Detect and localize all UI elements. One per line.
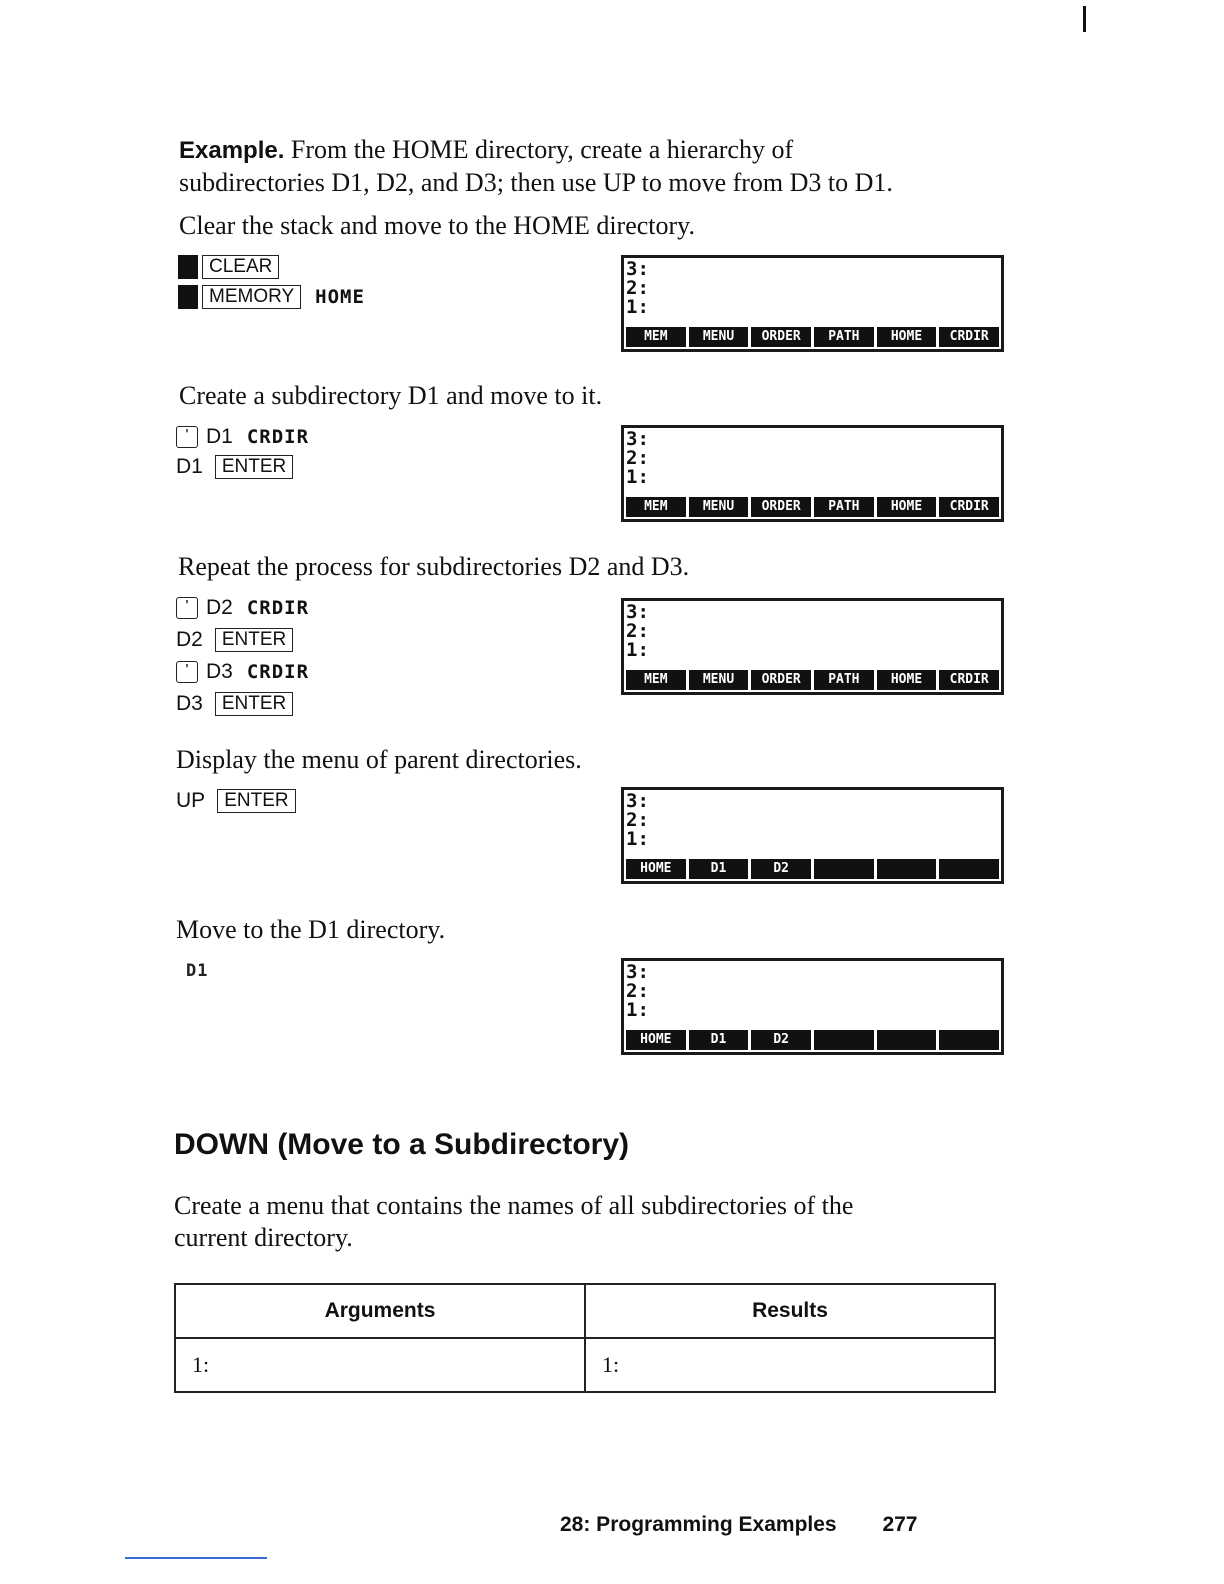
menu-key[interactable]: MEM <box>626 497 686 517</box>
calculator-display <box>621 598 1004 695</box>
menu-key[interactable]: MENU <box>689 670 749 690</box>
menu-key[interactable]: HOME <box>877 497 937 517</box>
command-label: HOME <box>315 286 365 308</box>
key-row <box>176 786 296 816</box>
stack-levels: 3: 2: 1: <box>626 258 649 318</box>
menu-key[interactable]: D1 <box>689 1030 749 1050</box>
enter-key[interactable]: ENTER <box>215 455 293 479</box>
step-4-keys <box>176 786 296 816</box>
menu-key[interactable]: D2 <box>751 1030 811 1050</box>
menu-key[interactable]: ORDER <box>751 497 811 517</box>
enter-key[interactable]: ENTER <box>215 628 293 652</box>
clear-key[interactable]: CLEAR <box>202 255 279 279</box>
section-description <box>174 1190 853 1254</box>
key-row <box>176 592 309 624</box>
menu-key[interactable]: MENU <box>689 497 749 517</box>
table-header-row <box>175 1284 995 1338</box>
key-row <box>176 656 309 688</box>
menu-key[interactable] <box>814 859 874 879</box>
menu-key[interactable] <box>877 859 937 879</box>
key-word: D3 <box>206 660 233 683</box>
enter-key[interactable]: ENTER <box>217 789 295 813</box>
key-row <box>176 422 309 452</box>
menu-bar <box>626 497 999 517</box>
step-5-keys <box>186 956 208 986</box>
memory-key[interactable]: MEMORY <box>202 285 301 309</box>
key-row <box>176 452 309 482</box>
quote-key[interactable]: ' <box>176 597 198 619</box>
stack-levels: 3: 2: 1: <box>626 790 649 850</box>
results-header: Results <box>585 1284 995 1338</box>
calculator-display <box>621 958 1004 1055</box>
margin-mark <box>1083 6 1086 32</box>
key-row <box>176 624 309 656</box>
menu-bar <box>626 859 999 879</box>
bottom-rule <box>125 1557 267 1559</box>
results-cell: 1: <box>585 1338 995 1392</box>
menu-key[interactable]: MENU <box>689 327 749 347</box>
example-line-2: subdirectories D1, D2, and D3; then use UP to move from D3 to D1. <box>179 168 893 197</box>
shift-key-icon <box>178 285 198 309</box>
key-word: D1 <box>176 455 203 478</box>
menu-key[interactable]: HOME <box>626 1030 686 1050</box>
step-3-text: Repeat the process for subdirectories D2 and D3. <box>178 552 690 581</box>
key-word: D2 <box>176 628 203 651</box>
menu-key[interactable]: CRDIR <box>939 670 999 690</box>
menu-key[interactable]: MEM <box>626 327 686 347</box>
menu-key[interactable]: D1 <box>689 859 749 879</box>
key-row <box>178 282 365 312</box>
description-line-2: current directory. <box>174 1223 353 1252</box>
arguments-results-table <box>174 1283 996 1393</box>
menu-bar <box>626 1030 999 1050</box>
enter-key[interactable]: ENTER <box>215 692 293 716</box>
menu-key[interactable]: PATH <box>814 497 874 517</box>
key-row <box>186 956 208 986</box>
menu-key[interactable] <box>939 859 999 879</box>
menu-key[interactable] <box>939 1030 999 1050</box>
calculator-display <box>621 425 1004 522</box>
calculator-display <box>621 255 1004 352</box>
menu-key[interactable]: CRDIR <box>939 327 999 347</box>
key-row <box>176 688 309 720</box>
key-row <box>178 252 365 282</box>
key-word: D1 <box>206 425 233 448</box>
menu-key[interactable] <box>814 1030 874 1050</box>
step-1-text: Clear the stack and move to the HOME directory. <box>179 211 695 240</box>
footer <box>560 1513 918 1537</box>
section-heading: DOWN (Move to a Subdirectory) <box>174 1128 630 1161</box>
page-number: 277 <box>882 1513 918 1536</box>
step-5-text: Move to the D1 directory. <box>176 915 446 944</box>
command-label: CRDIR <box>246 426 310 448</box>
key-word: D2 <box>206 596 233 619</box>
menu-key[interactable]: D2 <box>751 859 811 879</box>
step-1-keys <box>178 252 365 312</box>
stack-levels: 3: 2: 1: <box>626 428 649 488</box>
example-line-1: From the HOME directory, create a hierarchy of <box>290 135 794 164</box>
stack-levels: 3: 2: 1: <box>626 601 649 661</box>
chapter-title: 28: Programming Examples <box>560 1513 837 1536</box>
key-word: UP <box>176 789 206 812</box>
menu-key[interactable]: HOME <box>877 327 937 347</box>
d1-menu-key[interactable]: D1 <box>186 961 209 981</box>
menu-key[interactable]: HOME <box>877 670 937 690</box>
menu-key[interactable]: ORDER <box>751 327 811 347</box>
stack-levels: 3: 2: 1: <box>626 961 649 1021</box>
menu-key[interactable]: CRDIR <box>939 497 999 517</box>
menu-key[interactable]: MEM <box>626 670 686 690</box>
step-4-text: Display the menu of parent directories. <box>176 745 582 774</box>
step-2-keys <box>176 422 309 482</box>
calculator-display <box>621 787 1004 884</box>
menu-key[interactable]: ORDER <box>751 670 811 690</box>
example-label: Example. <box>179 137 285 164</box>
menu-key[interactable]: PATH <box>814 670 874 690</box>
arguments-header: Arguments <box>175 1284 585 1338</box>
quote-key[interactable]: ' <box>176 426 198 448</box>
arguments-cell: 1: <box>175 1338 585 1392</box>
shift-key-icon <box>178 255 198 279</box>
table-row <box>175 1338 995 1392</box>
menu-bar <box>626 327 999 347</box>
quote-key[interactable]: ' <box>176 661 198 683</box>
example-paragraph <box>179 134 893 199</box>
menu-key[interactable]: HOME <box>626 859 686 879</box>
description-line-1: Create a menu that contains the names of all subdirectories of the <box>174 1191 854 1220</box>
step-3-keys <box>176 592 309 720</box>
menu-bar <box>626 670 999 690</box>
step-2-text: Create a subdirectory D1 and move to it. <box>179 381 603 410</box>
menu-key[interactable] <box>877 1030 937 1050</box>
menu-key[interactable]: PATH <box>814 327 874 347</box>
command-label: CRDIR <box>246 597 310 619</box>
command-label: CRDIR <box>246 661 310 683</box>
key-word: D3 <box>176 692 203 715</box>
